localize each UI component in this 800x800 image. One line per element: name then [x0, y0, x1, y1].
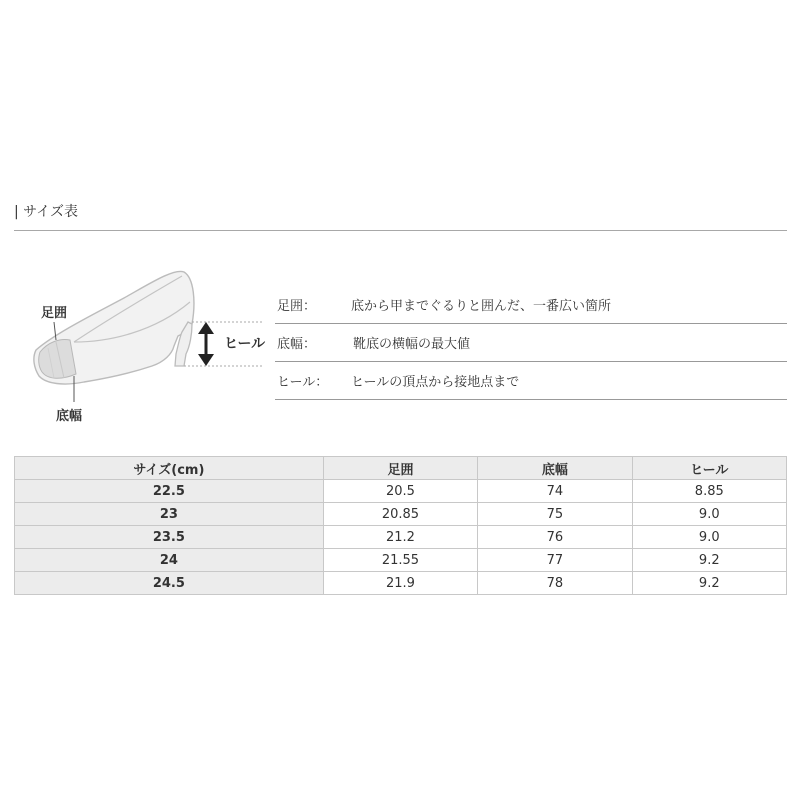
table-row: [15, 503, 787, 526]
definition-term: 足囲：: [277, 299, 317, 314]
cell-girth: 20.5: [323, 480, 477, 503]
cell-girth: 21.2: [323, 526, 477, 549]
cell-heel: 9.0: [632, 526, 786, 549]
definition-desc: 底から甲までぐるりと囲んだ、一番広い箇所: [351, 299, 612, 314]
cell-width: 74: [478, 480, 632, 503]
cell-heel: 9.2: [632, 549, 786, 572]
cell-girth: 21.9: [323, 572, 477, 595]
cell-heel: 8.85: [632, 480, 786, 503]
cell-heel: 9.0: [632, 503, 786, 526]
header-heel: ヒール: [632, 457, 786, 480]
cell-width: 76: [478, 526, 632, 549]
cell-width: 77: [478, 549, 632, 572]
definitions-list: [275, 286, 787, 400]
table-header-row: [15, 457, 787, 480]
label-girth: 足囲: [41, 306, 68, 321]
header-girth: 足囲: [323, 457, 477, 480]
table-row: [15, 526, 787, 549]
definition-term: 底幅：: [277, 337, 317, 352]
title-divider: [14, 230, 787, 231]
definition-desc: 靴底の横幅の最大値: [353, 337, 471, 352]
cell-width: 78: [478, 572, 632, 595]
heel-height-arrow-icon: [198, 322, 214, 366]
shoe-diagram: [14, 262, 284, 432]
section-title: | サイズ表: [14, 204, 79, 220]
label-width: 底幅: [56, 409, 83, 424]
cell-heel: 9.2: [632, 572, 786, 595]
cell-width: 75: [478, 503, 632, 526]
cell-size: 24: [15, 549, 324, 572]
cell-size: 23.5: [15, 526, 324, 549]
cell-size: 22.5: [15, 480, 324, 503]
size-table: [14, 456, 787, 595]
definition-row-girth: [275, 286, 787, 324]
cell-size: 23: [15, 503, 324, 526]
cell-size: 24.5: [15, 572, 324, 595]
table-row: [15, 549, 787, 572]
definition-row-heel: [275, 362, 787, 400]
table-row: [15, 480, 787, 503]
label-heel: ヒール: [224, 336, 266, 352]
definition-row-width: [275, 324, 787, 362]
definition-desc: ヒールの頂点から接地点まで: [351, 375, 520, 390]
cell-girth: 20.85: [323, 503, 477, 526]
cell-girth: 21.55: [323, 549, 477, 572]
table-row: [15, 572, 787, 595]
definition-term: ヒール：: [277, 375, 329, 390]
header-size: サイズ(cm): [15, 457, 324, 480]
header-width: 底幅: [478, 457, 632, 480]
